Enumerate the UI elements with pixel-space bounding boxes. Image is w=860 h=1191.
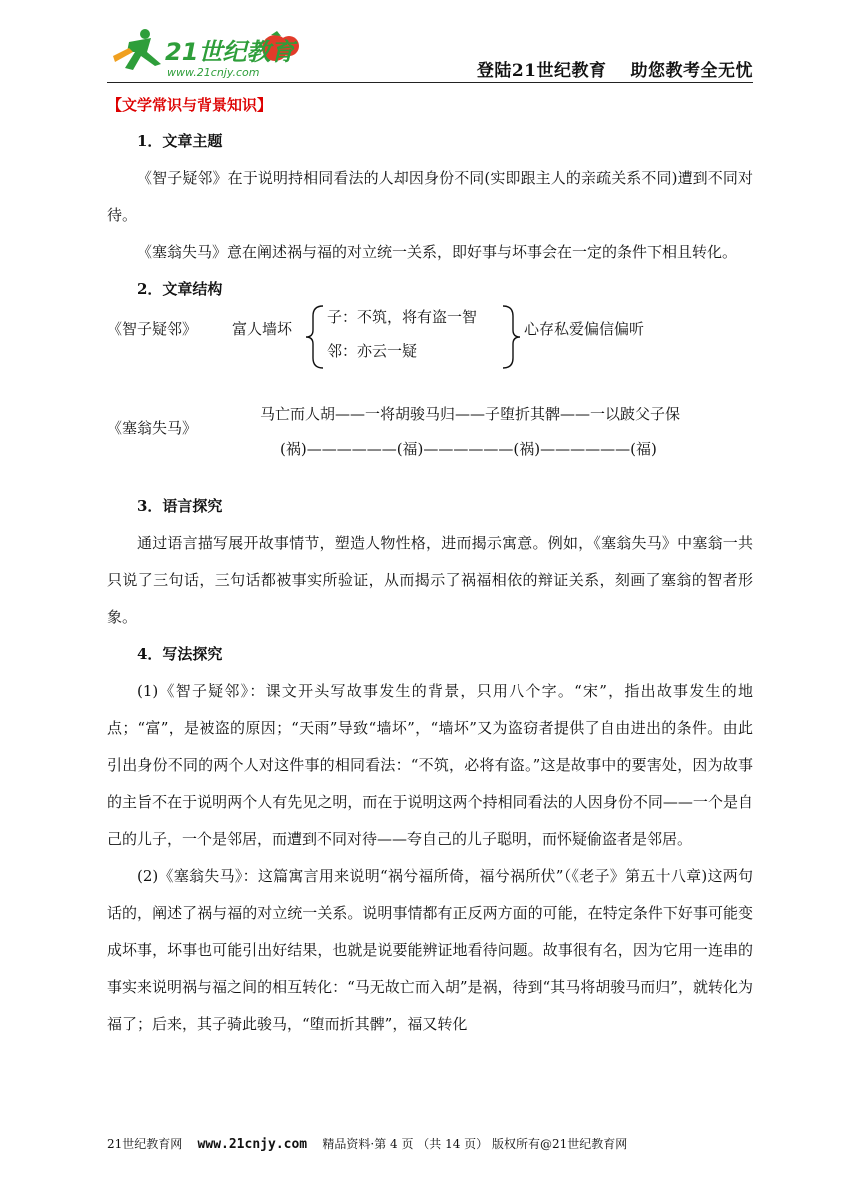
page-footer (107, 1135, 753, 1152)
zhizi-event: 富人墙坏 (232, 320, 293, 338)
zhizi-neighbor-line: 邻：亦云一疑 (327, 342, 418, 360)
writing-paragraph-2: (2)《塞翁失马》：这篇寓言用来说明“祸兮福所倚，福兮祸所伏”（《老子》第五十八章)这两句话的，阐述了祸与福的对立统一关系。说明事情都有正反两方面的可能，在特定条件下好事可能变成坏事，坏事也可能引出好结果，也就是说要能辨证地看待问题。故事很有名，因为它用一连串的事实来说明祸与福之间的相互转化：“马无故亡而入胡”是祸，待到“其马将胡骏马而归”，就转化为福了；后来，其子骑此骏马，“堕而折其髀”，福又转化 (107, 867, 753, 1033)
logo-text: 21世纪教育 (165, 38, 295, 66)
footer-site: 21世纪教育网 (107, 1137, 183, 1151)
heading-writing: 4．写法探究 (137, 645, 223, 663)
header-slogan (453, 56, 753, 81)
left-brace-icon (303, 304, 327, 370)
saiweng-events: 马亡而人胡——一将胡骏马归——子堕折其髀——一以跛父子保 (260, 405, 681, 423)
page-header (107, 26, 753, 80)
document-body (107, 92, 753, 1043)
footer-page-info: 精品资料·第 4 页 （共 14 页） 版权所有@21世纪教育网 (322, 1137, 628, 1151)
zhizi-son-line: 子：不筑，将有盗一智 (327, 308, 478, 326)
heading-theme: 1．文章主题 (137, 132, 223, 150)
heading-language: 3．语言探究 (137, 497, 223, 515)
section-title: 【文学常识与背景知识】 (107, 96, 273, 114)
logo (107, 26, 307, 80)
theme-paragraph-1: 《智子疑邻》在于说明持相同看法的人却因身份不同(实即跟主人的亲疏关系不同)遭到不同对待。 (107, 169, 753, 224)
heading-structure: 2．文章结构 (137, 280, 223, 298)
structure-diagram (107, 308, 753, 488)
language-paragraph: 通过语言描写展开故事情节，塑造人物性格，进而揭示寓意。例如，《塞翁失马》中塞翁一共只说了三句话，三句话都被事实所验证，从而揭示了祸福相依的辩证关系，刻画了塞翁的智者形象。 (107, 534, 753, 626)
zhizi-title: 《智子疑邻》 (107, 320, 198, 338)
slogan-help: 助您教考全无忧 (630, 61, 753, 81)
footer-url: www.21cnjy.com (197, 1137, 308, 1152)
theme-paragraph-2: 《塞翁失马》意在阐述祸与福的对立统一关系，即好事与坏事会在一定的条件下相且转化。 (137, 243, 738, 261)
slogan-login: 登陆21世纪教育 (476, 61, 607, 81)
right-brace-icon (499, 304, 523, 370)
zhizi-result: 心存私爱偏信偏听 (524, 320, 645, 338)
saiweng-title: 《塞翁失马》 (107, 419, 198, 437)
writing-paragraph-1: (1)《智子疑邻》：课文开头写故事发生的背景，只用八个字。“宋”，指出故事发生的地点；“富”，是被盗的原因；“天雨”导致“墙坏”，“墙坏”又为盗窃者提供了自由进出的条件。由此引出身份不同的两个人对这件事的相同看法：“不筑，必将有盗。”这是故事中的要害处，因为故事的主旨不在于说明两个人有先见之明，而在于说明这两个持相同看法的人因身份不同——一个是自己的儿子，一个是邻居，而遭到不同对待——夸自己的儿子聪明，而怀疑偷盗者是邻居。 (107, 682, 753, 848)
header-divider (107, 82, 753, 83)
saiweng-fortune: (祸)——————(福)——————(祸)——————(福) (280, 440, 657, 458)
logo-url: www.21cnjy.com (167, 66, 260, 79)
